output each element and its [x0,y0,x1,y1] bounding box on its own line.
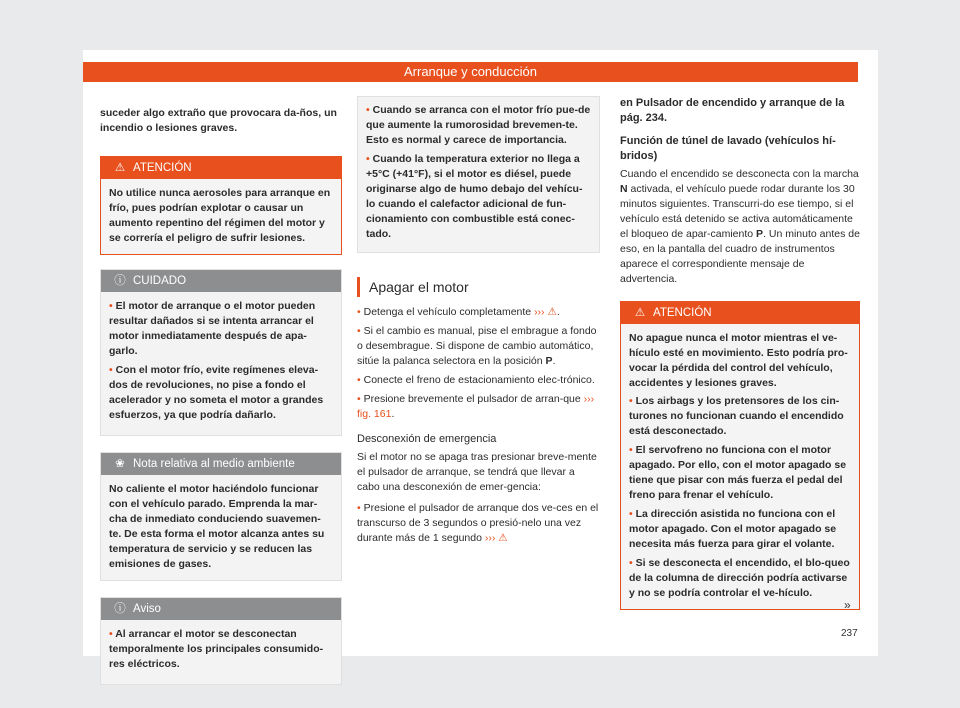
ambiente-title: Nota relativa al medio ambiente [133,458,295,470]
section-title: Apagar el motor [357,277,600,297]
ambiente-header [101,453,341,475]
intro-text: suceder algo extraño que provocara da-ños, un incendio o lesiones graves. [100,107,337,134]
atencion-title-2: ATENCIÓN [653,307,712,319]
atencion-title: ATENCIÓN [133,162,192,174]
info-circle-icon: ⓘ [114,275,126,287]
emergency-title: Desconexión de emergencia [357,433,497,445]
column-2 [357,96,600,546]
list-item: • El servofreno no funciona con el motor apagado. Por ello, con el motor apagado se tiene que pisar con más fuerza el pedal del freno para frenar el vehículo. [629,444,847,501]
aviso-title: Aviso [133,603,161,615]
step-1: • Detenga el vehículo completamente ››› ⚠. [357,306,560,318]
figure-link[interactable]: ››› fig. 161 [357,393,595,420]
emergency-text: Si el motor no se apaga tras presionar breve-mente el pulsador de arranque, se tendrá que llevar a cabo una desconexión de emer-gencia: [357,451,597,493]
list-item: • Cuando la temperatura exterior no llega a +5°C (+41°F), si el motor es diésel, puede originarse algo de humo debajo del vehícu-lo cuando el calefactor adicional de fun-cionamiento con combustible está conec-tado. [366,153,583,240]
atencion-text-2: No apague nunca el motor mientras el ve-hículo esté en movimiento. Esto podría pro-vocar la pérdida del control del vehículo, accidentes y lesiones graves. [629,332,848,389]
list-item: • Los airbags y los pretensores de los cin-turones no funcionan cuando el encendido está desconectado. [629,395,844,437]
list-item: • Si se desconecta el encendido, el blo-queo de la columna de dirección podría activarse y no se podría controlar el ve-hículo. [629,557,850,599]
warning-icon: ⚠ [634,307,646,319]
tunnel-title: Función de túnel de lavado (vehículos hí-bridos) [620,135,836,162]
ambiente-box [100,452,342,581]
page-number: 237 [841,628,858,639]
column-1 [100,96,342,685]
ref-arrow-icon[interactable]: ››› ⚠ [534,306,557,318]
atencion-box [100,156,342,255]
step-3: • Conecte el freno de estacionamiento elec-trónico. [357,374,595,386]
step-2: • Si el cambio es manual, pise el embrague a fondo o desembrague. Si dispone de cambio automático, sitúe la palanca selectora en la posición P. [357,325,597,367]
atencion-header [101,157,341,179]
continue-arrow-icon: » [844,598,851,612]
step-4: • Presione brevemente el pulsador de arran-que ››› fig. 161. [357,393,595,420]
info-square-icon: ⓘ [114,603,126,615]
cuidado-header [101,270,341,292]
aviso-header [101,598,341,620]
list-item: • Con el motor frío, evite regímenes eleva-dos de revoluciones, no pise a fondo el acelerador y no someta el motor a grandes esfuerzos, ya que podría dañarlo. [109,364,324,421]
atencion-text: No utilice nunca aerosoles para arranque en frío, pues podrían explotar o causar un aumento repentino del régimen del motor y se correría el peligro de sufrir lesiones. [109,187,331,244]
atencion-box-2 [620,301,860,610]
ambiente-text: No caliente el motor haciéndolo funcionar con el vehículo parado. Emprenda la mar-cha de inmediato conduciendo suavemen-te. De esta forma el motor alcanza antes su temperatura de servicio y se reducen las emisiones de gases. [109,483,325,570]
list-item: • Cuando se arranca con el motor frío pue-de que aumente la rumorosidad brevemen-te. Esto es normal y carece de importancia. [366,104,591,146]
column-3 [620,96,860,610]
leaf-icon: ❀ [115,458,125,470]
aviso-box [100,597,342,685]
notes-continued-box [357,96,600,253]
continued-ref: en Pulsador de encendido y arranque de la pág. 234. [620,97,845,124]
emergency-step: • Presione el pulsador de arranque dos ve-ces en el transcurso de 3 segundos o presió-nelo una vez durante más de 1 segundo ››› ⚠ [357,502,599,544]
cuidado-title: CUIDADO [133,275,187,287]
list-item: • El motor de arranque o el motor pueden resultar dañados si se intenta arrancar el motor inmediatamente después de apa-garlo. [109,300,316,357]
atencion-header-2 [621,302,859,324]
ref-arrow-icon-2[interactable]: ››› ⚠ [484,532,508,544]
list-item: • La dirección asistida no funciona con el motor apagado. Con el motor apagado se necesita más fuerza para girar el volante. [629,508,837,550]
cuidado-box [100,269,342,436]
warning-icon: ⚠ [114,162,126,174]
tunnel-text: Cuando el encendido se desconecta con la marcha N activada, el vehículo puede rodar durante los 30 minutos siguientes. Transcurri-do ese tiempo, si el vehículo está detenido se activa automáticamente el bloqueo de apar-camiento P. Un minuto antes de eso, en la pantalla del cuadro de instrumentos aparece el correspondiente mensaje de advertencia. [620,168,860,285]
chapter-header: Arranque y conducción [83,62,858,82]
list-item: • Al arrancar el motor se desconectan temporalmente los principales consumido-res eléctricos. [109,628,324,670]
